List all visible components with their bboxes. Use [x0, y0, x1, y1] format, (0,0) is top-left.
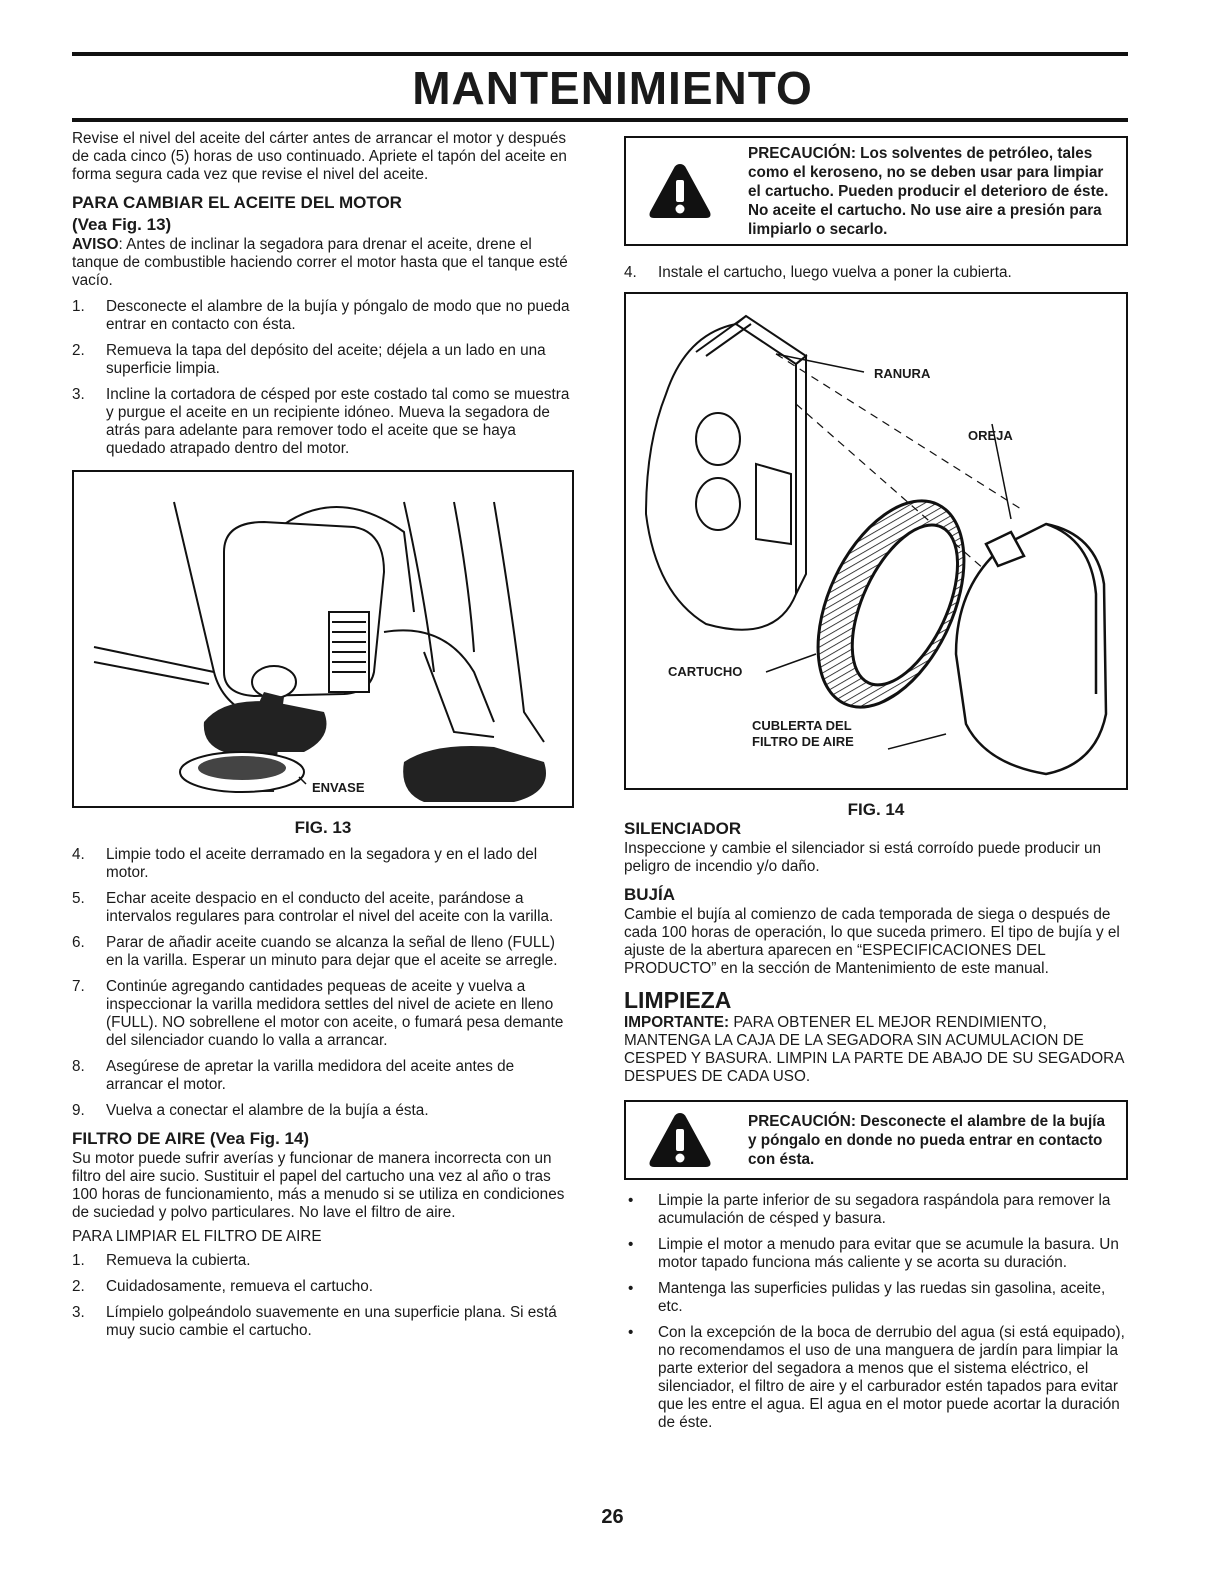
list-item: • Con la excepción de la boca de derrubio del agua (si está equipado), no recomendamos el uso de una manguera de jardín para limpiar la parte exterior del segadora a menos que el sistema eléctrico, el silenciador, el filtro de aire y el carburador estén tapados para evitar que les entre el agua. El agua en el motor puede acortar la duración de éste. — [628, 1324, 1125, 1431]
cubierta-label-line2: FILTRO DE AIRE — [752, 734, 854, 749]
page-number: 26 — [601, 1506, 624, 1528]
list-item: 6. Parar de añadir aceite cuando se alcanza la señal de lleno (FULL) en la varilla. Esperar un minuto para dejar que el aceite se arregle. — [72, 934, 558, 969]
air-filter-heading: FILTRO DE AIRE (Vea Fig. 14) — [72, 1129, 310, 1148]
figure-13 — [72, 470, 574, 808]
warning-icon — [648, 1111, 712, 1169]
list-item: 9. Vuelva a conectar el alambre de la bujía a ésta. — [72, 1102, 429, 1119]
bujia-heading: BUJÍA — [624, 885, 676, 904]
aviso-text: : Antes de inclinar la segadora para drenar el aceite, drene el tanque de combustible haciendo correr el motor hasta que el tanque esté vacío. — [72, 236, 568, 289]
cartucho-label: CARTUCHO — [668, 664, 743, 679]
caution-text: PRECAUCIÓN: Desconecte el alambre de la bujía y póngalo en donde no pueda entrar en contacto con ésta. — [748, 1112, 1106, 1168]
list-item: 4. Limpie todo el aceite derramado en la segadora y en el lado del motor. — [72, 846, 538, 881]
steps-list-a — [72, 298, 574, 458]
list-item: 5. Echar aceite despacio en el conducto del aceite, parándose a intervalos regulares para controlar el nivel del aceite con la varilla. — [72, 890, 554, 925]
caution-box-spark-plug — [624, 1100, 1128, 1180]
list-item: 8. Asegúrese de apretar la varilla medidora del aceite antes de arrancar el motor. — [72, 1058, 515, 1093]
aviso-paragraph — [72, 236, 574, 290]
list-item: 2. Remueva la tapa del depósito del aceite; déjela a un lado en una superficie limpia. — [72, 342, 546, 377]
list-item: 2. Cuidadosamente, remueva el cartucho. — [72, 1278, 373, 1295]
fig-14-caption: FIG. 14 — [847, 800, 905, 819]
list-item: 7. Continúe agregando cantidades pequeas de aceite y vuelva a inspeccionar la varilla medidora settles del nivel de aciete en lleno (FULL). NO sobrellene el motor con aceite, o fumará pesa demante del silenciador cuando lo valla a arrancar. — [72, 978, 564, 1049]
importante-paragraph — [624, 1014, 1128, 1086]
left-column — [72, 130, 574, 1348]
envase-label: ENVASE — [312, 780, 365, 795]
steps-list-c — [72, 1252, 574, 1340]
air-filter-paragraph: Su motor puede sufrir averías y funcionar de manera incorrecta con un filtro del aire sucio. Sustituir el papel del cartucho una vez al año o tras 100 horas de funcionamiento, más a menudo si se utiliza en condiciones de suciedad y polvo particulares. No lave el filtro de aire. — [72, 1150, 565, 1221]
caution-text: PRECAUCIÓN: Los solventes de petróleo, tales como el keroseno, no se deben usar para limpiar el cartucho. Pueden producir el deterioro de éste. No aceite el cartucho. No use aire a presión para limpiarlo o secarlo. — [748, 144, 1109, 238]
list-item: 1. Desconecte el alambre de la bujía y póngalo de modo que no pueda entrar en contacto con ésta. — [72, 298, 570, 333]
list-item: • Mantenga las superficies pulidas y las ruedas sin gasolina, aceite, etc. — [628, 1280, 1106, 1315]
intro-paragraph: Revise el nivel del aceite del cárter antes de arrancar el motor y después de cada cinco (5) horas de uso continuado. Apriete el tapón del aceite en forma segura cada vez que revise el nivel del aceite. — [72, 130, 567, 183]
clean-filter-heading: PARA LIMPIAR EL FILTRO DE AIRE — [72, 1228, 322, 1245]
change-oil-heading: PARA CAMBIAR EL ACEITE DEL MOTOR — [72, 193, 402, 212]
title-underline — [72, 118, 1128, 122]
cubierta-label-line1: CUBLERTA DEL — [752, 718, 852, 733]
aviso-label: AVISO — [72, 236, 119, 253]
importante-label: IMPORTANTE: — [624, 1014, 730, 1031]
silenciador-paragraph: Inspeccione y cambie el silenciador si está corroído puede producir un peligro de incendio y/o daño. — [624, 840, 1102, 875]
figure-14 — [624, 292, 1128, 790]
list-item: 4. Instale el cartucho, luego vuelva a poner la cubierta. — [624, 264, 1012, 281]
warning-icon — [648, 162, 712, 220]
bujia-paragraph: Cambie el bujía al comienzo de cada temporada de siega o después de cada 100 horas de operación, lo que suceda primero. El tipo de bujía y el ajuste de la abertura aparecen en “ESPECIFICACIONES DEL PRODUCTO” en la sección de Mantenimiento de este manual. — [624, 906, 1120, 977]
list-item: • Limpie la parte inferior de su segadora raspándola para remover la acumulación de césped y basura. — [628, 1192, 1111, 1227]
oreja-label: OREJA — [968, 428, 1013, 443]
steps-list-b — [72, 846, 574, 1120]
change-oil-subheading: (Vea Fig. 13) — [72, 215, 172, 234]
list-item: 1. Remueva la cubierta. — [72, 1252, 251, 1269]
list-item: 3. Incline la cortadora de césped por este costado tal como se muestra y purgue el aceite en un recipiente idóneo. Mueva la segadora de atrás para adelante para remover todo el aceite que se haya quedado atrapado dentro del motor. — [72, 386, 570, 457]
cleaning-bullets — [624, 1192, 1128, 1432]
oil-drain-illustration — [74, 472, 572, 806]
caution-box-solvents — [624, 136, 1128, 246]
page-title: MANTENIMIENTO — [412, 62, 813, 114]
fig-13-caption: FIG. 13 — [294, 818, 352, 837]
list-item: • Limpie el motor a menudo para evitar que se acumule la basura. Un motor tapado funciona más caliente y se acorta su duración. — [628, 1236, 1119, 1271]
right-column — [624, 136, 1128, 1440]
list-item: 3. Límpielo golpeándolo suavemente en una superficie plana. Si está muy sucio cambie el cartucho. — [72, 1304, 557, 1339]
importante-text: PARA OBTENER EL MEJOR RENDIMIENTO, MANTENGA LA CAJA DE LA SEGADORA SIN ACUMULACION DE CESPED Y BASURA. LIMPIN LA PARTE DE ABAJO DE SU SEGADORA DESPUES DE CADA USO. — [624, 1014, 1124, 1085]
limpieza-heading: LIMPIEZA — [624, 987, 732, 1013]
ranura-label: RANURA — [874, 366, 931, 381]
silenciador-heading: SILENCIADOR — [624, 819, 742, 838]
